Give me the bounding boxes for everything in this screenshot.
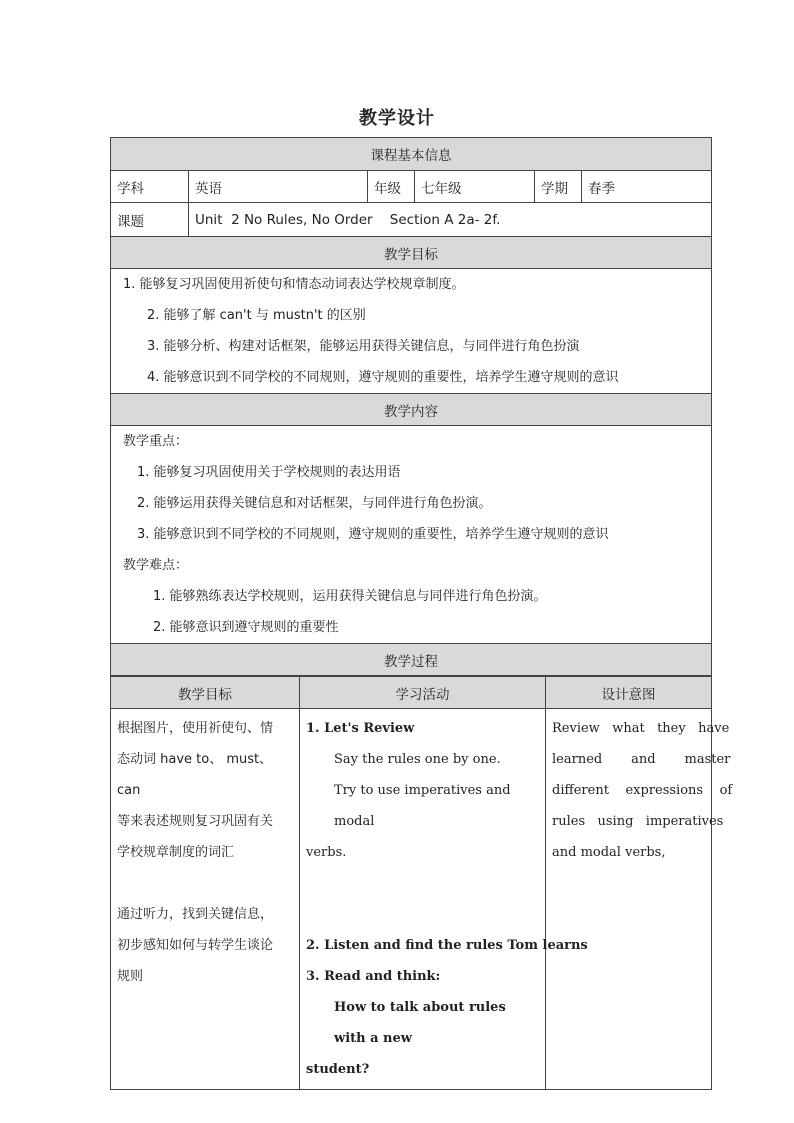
term-label: 学期 xyxy=(535,171,582,203)
grade-label: 年级 xyxy=(368,171,415,203)
key-point-item: 1. 能够复习巩固使用关于学校规则的表达用语 xyxy=(137,465,401,480)
activity-line: How to talk about rules with a new xyxy=(334,1000,506,1046)
process-goal-line: 态动词 have to、 must、can xyxy=(117,752,273,798)
process-goal-cell xyxy=(111,709,300,1090)
lesson-plan-table xyxy=(110,137,712,676)
section-process: 教学过程 xyxy=(111,644,712,676)
process-goal-line: 学校规章制度的词汇 xyxy=(117,845,235,860)
process-goal-line xyxy=(117,868,293,899)
difficult-point-item: 2. 能够意识到遵守规则的重要性 xyxy=(153,620,339,635)
activity-heading: 3. Read and think: xyxy=(306,969,441,984)
grade-value: 七年级 xyxy=(415,171,535,203)
process-goal-line: 根据图片，使用祈使句、情 xyxy=(117,721,274,736)
subject-value: 英语 xyxy=(189,171,368,203)
intent-line: Review what they have xyxy=(552,721,730,736)
subject-label: 学科 xyxy=(111,171,189,203)
goal-item: 1. 能够复习巩固使用祈使句和情态动词表达学校规章制度。 xyxy=(123,277,465,292)
process-table xyxy=(110,676,733,1090)
content-list xyxy=(111,426,712,644)
intent-line: different expressions of xyxy=(552,783,733,798)
goal-item: 3. 能够分析、构建对话框架，能够运用获得关键信息，与同伴进行角色扮演 xyxy=(147,339,580,354)
process-goal-line: 通过听力，找到关键信息， xyxy=(117,907,274,922)
process-intent-cell xyxy=(546,709,733,1090)
difficult-point-item: 1. 能够熟练表达学校规则，运用获得关键信息与同伴进行角色扮演。 xyxy=(153,589,547,604)
activity-line xyxy=(306,868,539,899)
activity-heading: 1. Let's Review xyxy=(306,721,415,736)
key-point-item: 3. 能够意识到不同学校的不同规则，遵守规则的重要性，培养学生遵守规则的意识 xyxy=(137,527,609,542)
key-point-item: 2. 能够运用获得关键信息和对话框架，与同伴进行角色扮演。 xyxy=(137,496,492,511)
section-goals: 教学目标 xyxy=(111,237,712,269)
activity-line xyxy=(306,899,539,930)
activity-line: verbs. xyxy=(306,845,347,860)
intent-line: and modal verbs, xyxy=(552,845,666,860)
activity-heading: 2. Listen and find the rules Tom learns xyxy=(306,938,588,953)
process-goal-line: 等来表述规则复习巩固有关 xyxy=(117,814,274,829)
term-value: 春季 xyxy=(582,171,712,203)
process-header-intent: 设计意图 xyxy=(546,677,712,709)
difficult-points-label: 教学难点： xyxy=(123,558,189,573)
section-content: 教学内容 xyxy=(111,394,712,426)
section-basic-info: 课程基本信息 xyxy=(111,138,712,171)
activity-line: Try to use imperatives and modal xyxy=(334,783,511,829)
key-points-label: 教学重点： xyxy=(123,434,189,449)
process-activity-cell xyxy=(300,709,588,1090)
activity-line: Say the rules one by one. xyxy=(334,752,501,767)
topic-label: 课题 xyxy=(111,203,189,237)
goal-item: 2. 能够了解 can't 与 mustn't 的区别 xyxy=(147,308,366,323)
process-goal-line: 规则 xyxy=(117,969,144,984)
goal-item: 4. 能够意识到不同学校的不同规则，遵守规则的重要性，培养学生遵守规则的意识 xyxy=(147,370,619,385)
process-header-activity: 学习活动 xyxy=(300,677,546,709)
goals-list xyxy=(111,269,712,394)
topic-value: Unit 2 No Rules, No Order Section A 2a- 2f. xyxy=(189,203,712,237)
process-header-goal: 教学目标 xyxy=(111,677,300,709)
intent-line: learned and master xyxy=(552,752,731,767)
page-title: 教学设计 xyxy=(359,108,435,129)
process-goal-line: 初步感知如何与转学生谈论 xyxy=(117,938,274,953)
activity-line: student? xyxy=(306,1062,370,1077)
intent-line: rules using imperatives xyxy=(552,814,724,829)
